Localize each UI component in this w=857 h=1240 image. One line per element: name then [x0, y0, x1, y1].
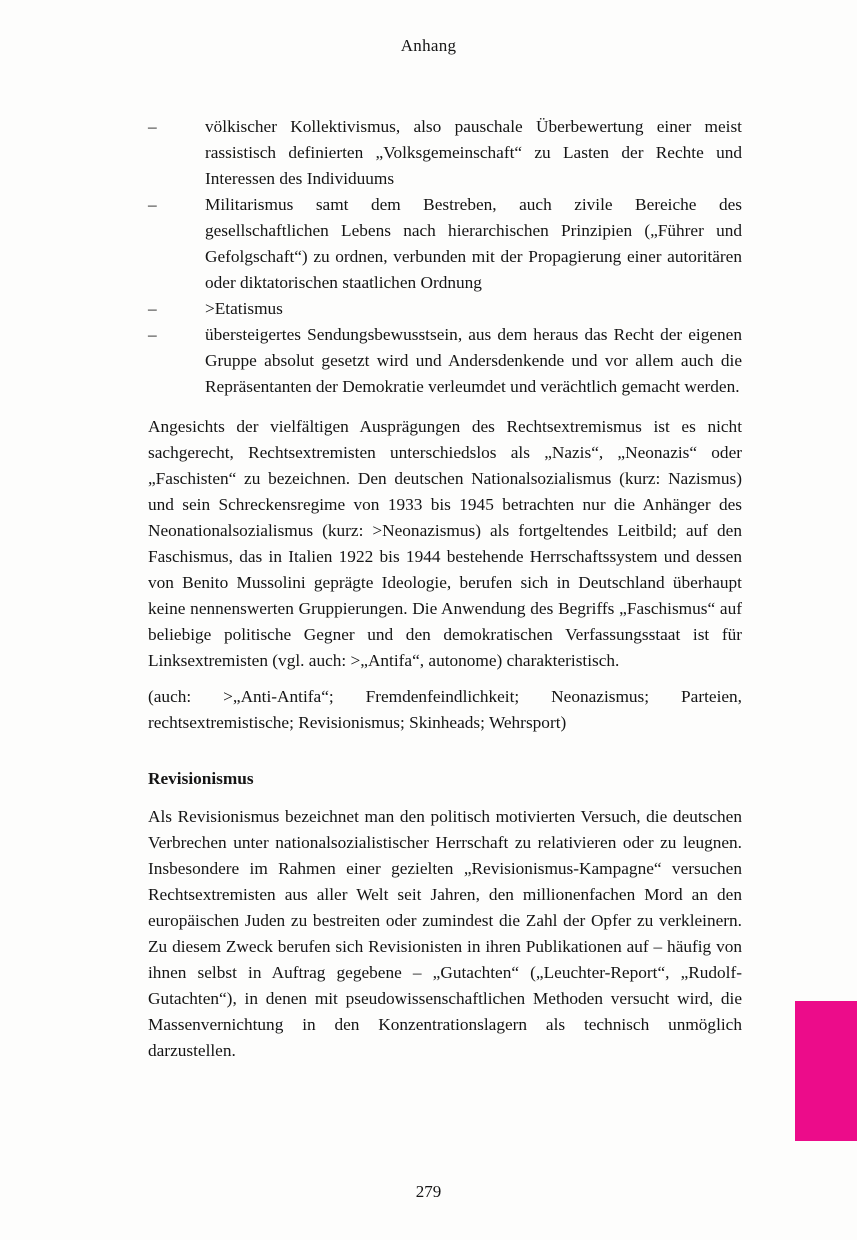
list-item-dash: – [148, 325, 157, 344]
list-item-text: Militarismus samt dem Bestreben, auch zivile Bereiche des gesellschaftlichen Lebens nach hierarchischen Prinzipien („Führer und Gefolgschaft“) zu ordnen, verbunden mit der Propagierung einer autoritären oder diktatorischen staatlichen Ordnung [205, 195, 742, 292]
list-item [148, 114, 742, 192]
text-column [148, 114, 742, 1064]
list-item-dash: – [148, 117, 157, 136]
paragraph-rechtsextremismus: Angesichts der vielfältigen Ausprägungen des Rechtsextremismus ist es nicht sachgerecht, Rechtsextremisten unterschiedslos als „Nazis“, „Neonazis“ oder „Faschisten“ zu bezeichnen. Den deutschen Nationalsozialismus (kurz: Nazismus) und sein Schreckensregime von 1933 bis 1945 betrachten nur die Anhänger des Neonationalsozialismus (kurz: >Neonazismus) als fortgeltendes Leitbild; auf den Faschismus, das in Italien 1922 bis 1944 bestehende Herrschaftssystem und dessen von Benito Mussolini geprägte Ideologie, berufen sich in Deutschland überhaupt keine nennenswerten Gruppierungen. Die Anwendung des Begriffs „Faschismus“ auf beliebige politische Gegner und den demokratischen Verfassungsstaat ist für Linksextremisten (vgl. auch: >„Antifa“, autonome) charakteristisch. [148, 417, 742, 670]
paragraph-cross-references: (auch: >„Anti-Antifa“; Fremdenfeindlichkeit; Neonazismus; Parteien, rechtsextremistische; Revisionismus; Skinheads; Wehrsport) [148, 687, 742, 732]
list-item [148, 296, 742, 322]
paragraph-revisionismus: Als Revisionismus bezeichnet man den politisch motivierten Versuch, die deutschen Verbrechen unter nationalsozialistischer Herrschaft zu relativieren oder zu leugnen. Insbesondere im Rahmen einer gezielten „Revisionismus-Kampagne“ versuchen Rechtsextremisten aus aller Welt seit Jahren, den millionenfachen Mord an den europäischen Juden zu bestreiten oder zumindest die Zahl der Opfer zu verkleinern. Zu diesem Zweck berufen sich Revisionisten in ihren Publikationen auf – häufig von ihnen selbst in Auftrag gegebene – „Gutachten“ („Leuchter-Report“, „Rudolf-Gutachten“), in denen mit pseudowissenschaftlichen Methoden versucht wird, die Massenvernichtung in den Konzentrationslagern als technisch unmöglich darzustellen. [148, 807, 742, 1060]
list-item-text: übersteigertes Sendungsbewusstsein, aus dem heraus das Recht der eigenen Gruppe absolut gesetzt wird und Andersdenkende und vor allem auch die Repräsentanten der Demokratie verleumdet und verächtlich gemacht werden. [205, 325, 742, 396]
bookmark-tab [795, 1001, 857, 1141]
list-item [148, 192, 742, 296]
list-item-dash: – [148, 195, 157, 214]
list-item [148, 322, 742, 400]
list-item-dash: – [148, 299, 157, 318]
page-number: 279 [415, 1182, 442, 1201]
list-item-text: >Etatismus [205, 299, 283, 318]
section-heading-revisionismus: Revisionismus [148, 769, 254, 788]
list-item-text: völkischer Kollektivismus, also pauschale Überbewertung einer meist rassistisch definierten „Volksgemeinschaft“ zu Lasten der Rechte und Interessen des Individuums [205, 117, 742, 188]
running-head: Anhang [400, 36, 457, 55]
definition-list [148, 114, 742, 400]
